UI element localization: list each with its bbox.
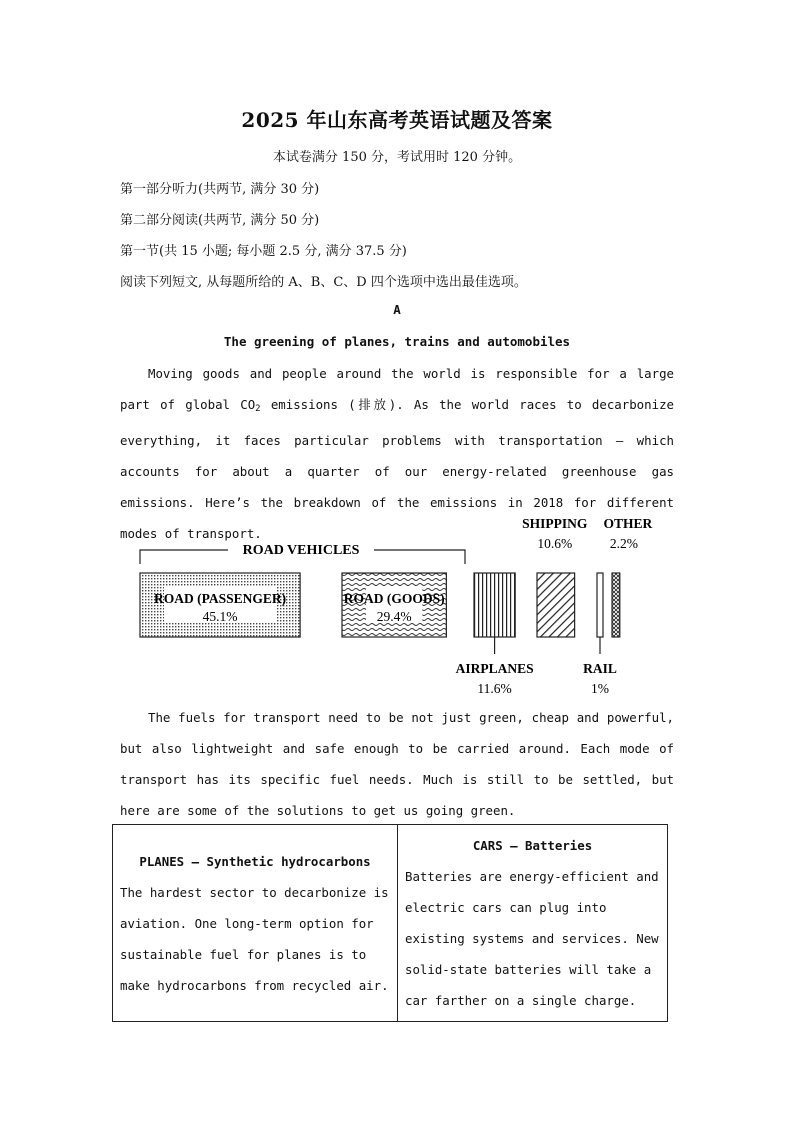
road-passenger-label: ROAD (PASSENGER) xyxy=(153,591,287,606)
road-goods-label: ROAD (GOODS) xyxy=(343,591,445,606)
exam-subtitle: 本试卷满分 150 分，考试用时 120 分钟。 xyxy=(272,150,522,165)
rail-label: RAIL xyxy=(583,661,617,676)
section-listening: 第一部分听力(共两节, 满分 30 分) xyxy=(120,182,320,197)
passage-letter: A xyxy=(393,302,401,317)
section-reading: 第二部分阅读(共两节, 满分 50 分) xyxy=(120,213,320,228)
passage-heading: The greening of planes, trains and automobiles xyxy=(223,334,571,349)
planes-cell xyxy=(113,825,398,1022)
page-title: 2025 年山东高考英语试题及答案 xyxy=(241,108,553,132)
airplanes-bar xyxy=(474,573,515,637)
shipping-bar xyxy=(537,573,575,637)
road-passenger-value: 45.1% xyxy=(202,609,238,624)
cars-heading: CARS — Batteries xyxy=(472,838,593,853)
para1-text-a: Moving goods and people around the world is responsible for a large part of global CO xyxy=(120,366,674,412)
other-bar xyxy=(612,573,620,637)
other-value: 2.2% xyxy=(609,536,638,551)
rail-value: 1% xyxy=(591,681,609,696)
planes-text: The hardest sector to decarbonize is aviation. One long-term option for sustainable fuel for planes is to make hydrocarbons from recycled air. xyxy=(120,884,389,993)
emissions-chart xyxy=(130,512,660,702)
section-part-one: 第一节(共 15 小题; 每小题 2.5 分, 满分 37.5 分) xyxy=(120,244,407,259)
airplanes-value: 11.6% xyxy=(477,681,512,696)
rail-bar xyxy=(597,573,603,637)
passage-paragraph-2: The fuels for transport need to be not just green, cheap and powerful, but also lightweight and safe enough to be carried around. Each mode of transport has its specific fuel needs. Much is still to be settled, but here are some of the solutions to get us going green. xyxy=(120,710,674,818)
cars-cell xyxy=(398,825,668,1022)
road-vehicles-label: ROAD VEHICLES xyxy=(242,543,360,558)
airplanes-label: AIRPLANES xyxy=(455,661,534,676)
instructions: 阅读下列短文, 从每题所给的 A、B、C、D 四个选项中选出最佳选项。 xyxy=(120,275,527,290)
other-label: OTHER xyxy=(603,516,653,531)
road-goods-value: 29.4% xyxy=(376,609,412,624)
shipping-label: SHIPPING xyxy=(522,516,588,531)
para1-text-b: emissions (排放). As the world races to decarbonize everything, it faces particular problems with transportation — which accounts for about a quarter of our energy-related greenhouse gas emissions. Here’s the breakdown of the emissions in 2018 for different modes of transport. xyxy=(120,397,674,541)
co2-subscript: 2 xyxy=(255,404,261,414)
shipping-value: 10.6% xyxy=(537,536,573,551)
cars-text: Batteries are energy-efficient and electric cars can plug into existing systems and services. New solid-state batteries will take a car farther on a single charge. xyxy=(405,869,659,1008)
solutions-table xyxy=(112,824,668,1022)
planes-heading: PLANES — Synthetic hydrocarbons xyxy=(139,853,371,869)
